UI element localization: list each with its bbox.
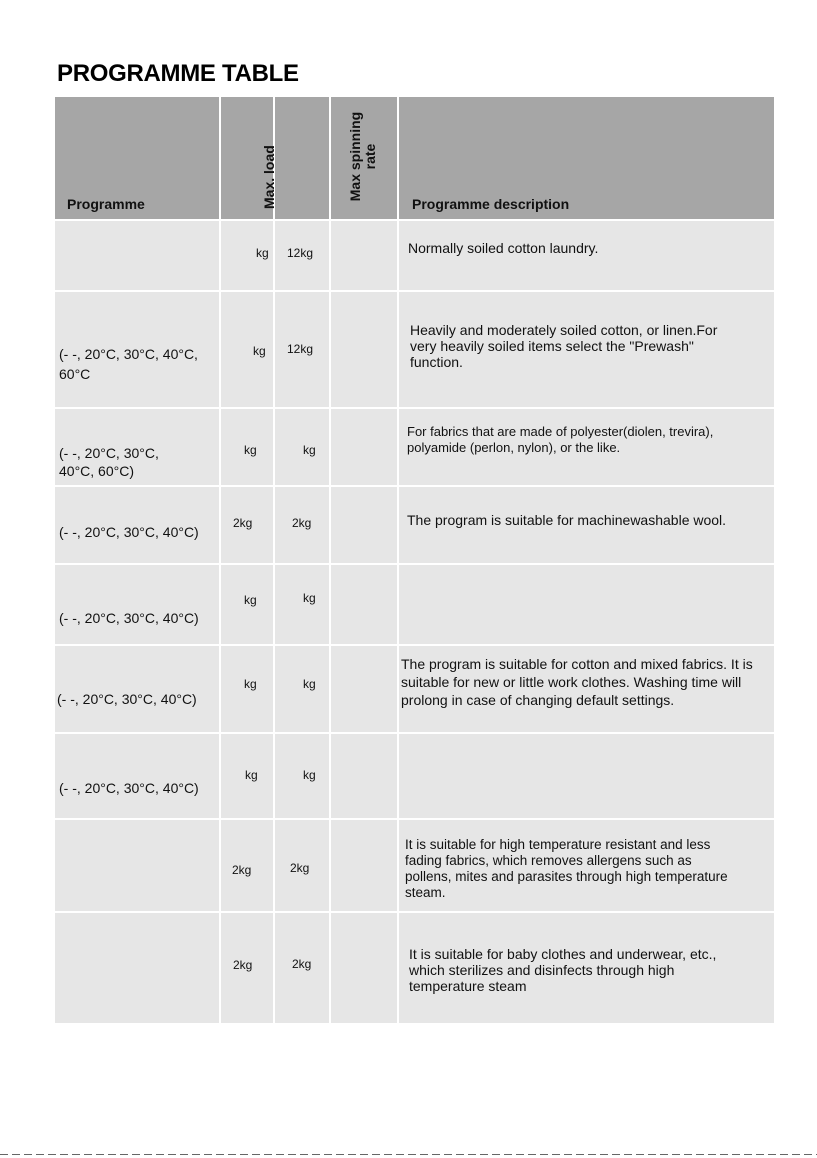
- programme-table: [55, 97, 774, 1023]
- temp-line: (- -, 20°C, 30°C, 40°C): [59, 524, 199, 540]
- row-description: It is suitable for high temperature resistant and less fading fabrics, which removes allergens such as pollens, mites and parasites through high temperature steam.: [405, 837, 728, 900]
- row-description: The program is suitable for cotton and mixed fabrics. It is suitable for new or little work clothes. Washing time will prolong in case of changing default settings.: [401, 656, 753, 708]
- table-header: [55, 97, 774, 219]
- page-bottom-rule: [0, 1154, 817, 1155]
- temperature-options: [59, 780, 199, 796]
- max-spin-header-line2: rate: [362, 143, 378, 170]
- max-load-value: 2kg: [232, 863, 252, 877]
- temp-line: (- -, 20°C, 30°C, 40°C,: [59, 346, 198, 362]
- max-load-value: kg: [244, 443, 257, 457]
- temperature-options: [59, 524, 199, 540]
- temperature-options: [57, 691, 197, 707]
- row-description: Heavily and moderately soiled cotton, or linen.For very heavily soiled items select the "Prewash" function.: [410, 322, 718, 370]
- temperature-options: [59, 344, 198, 384]
- table-row: [55, 407, 774, 485]
- max-load-value: kg: [303, 443, 316, 457]
- max-spin-header: [348, 104, 378, 209]
- table-row: [55, 219, 774, 290]
- temperature-options: [59, 444, 159, 480]
- max-load-value: 2kg: [292, 516, 312, 530]
- temp-line: (- -, 20°C, 30°C, 40°C): [59, 780, 199, 796]
- max-load-header: Max. load: [261, 145, 277, 209]
- max-load-value: 12kg: [287, 246, 314, 260]
- description-header: Programme description: [412, 196, 570, 212]
- table-row: [55, 644, 774, 732]
- table-row: [55, 485, 774, 563]
- temp-line: (- -, 20°C, 30°C, 40°C): [57, 691, 197, 707]
- temp-line: 40°C, 60°C): [59, 463, 135, 479]
- temp-line: 60°C: [59, 366, 91, 382]
- row-description: For fabrics that are made of polyester(diolen, trevira), polyamide (perlon, nylon), or the like.: [407, 424, 714, 455]
- max-load-value: 2kg: [292, 957, 312, 971]
- max-load-value: kg: [303, 768, 316, 782]
- table-row: [55, 911, 774, 1023]
- page-title: PROGRAMME TABLE: [57, 60, 299, 87]
- temperature-options: [59, 610, 199, 626]
- table-row: [55, 290, 774, 407]
- table-row: [55, 563, 774, 644]
- max-load-value: kg: [256, 246, 269, 260]
- row-description: It is suitable for baby clothes and underwear, etc., which sterilizes and disinfects through high temperature steam: [409, 946, 717, 994]
- row-description: The program is suitable for machinewashable wool.: [407, 512, 727, 528]
- max-load-value: 2kg: [233, 958, 253, 972]
- max-load-value: kg: [253, 344, 266, 358]
- temp-line: (- -, 20°C, 30°C,: [59, 445, 159, 461]
- table-row: [55, 818, 774, 911]
- table-row: [55, 732, 774, 818]
- max-load-value: 2kg: [233, 516, 253, 530]
- max-load-value: kg: [303, 677, 316, 691]
- max-load-value: kg: [303, 591, 316, 605]
- max-load-value: kg: [245, 768, 258, 782]
- max-spin-header-line1: Max spinning: [347, 111, 363, 202]
- max-load-value: kg: [244, 677, 257, 691]
- row-description: Normally soiled cotton laundry.: [408, 240, 599, 256]
- max-load-value: kg: [244, 593, 257, 607]
- programme-header: Programme: [67, 196, 145, 212]
- temp-line: (- -, 20°C, 30°C, 40°C): [59, 610, 199, 626]
- max-load-value: 12kg: [287, 342, 314, 356]
- max-load-value: 2kg: [290, 861, 310, 875]
